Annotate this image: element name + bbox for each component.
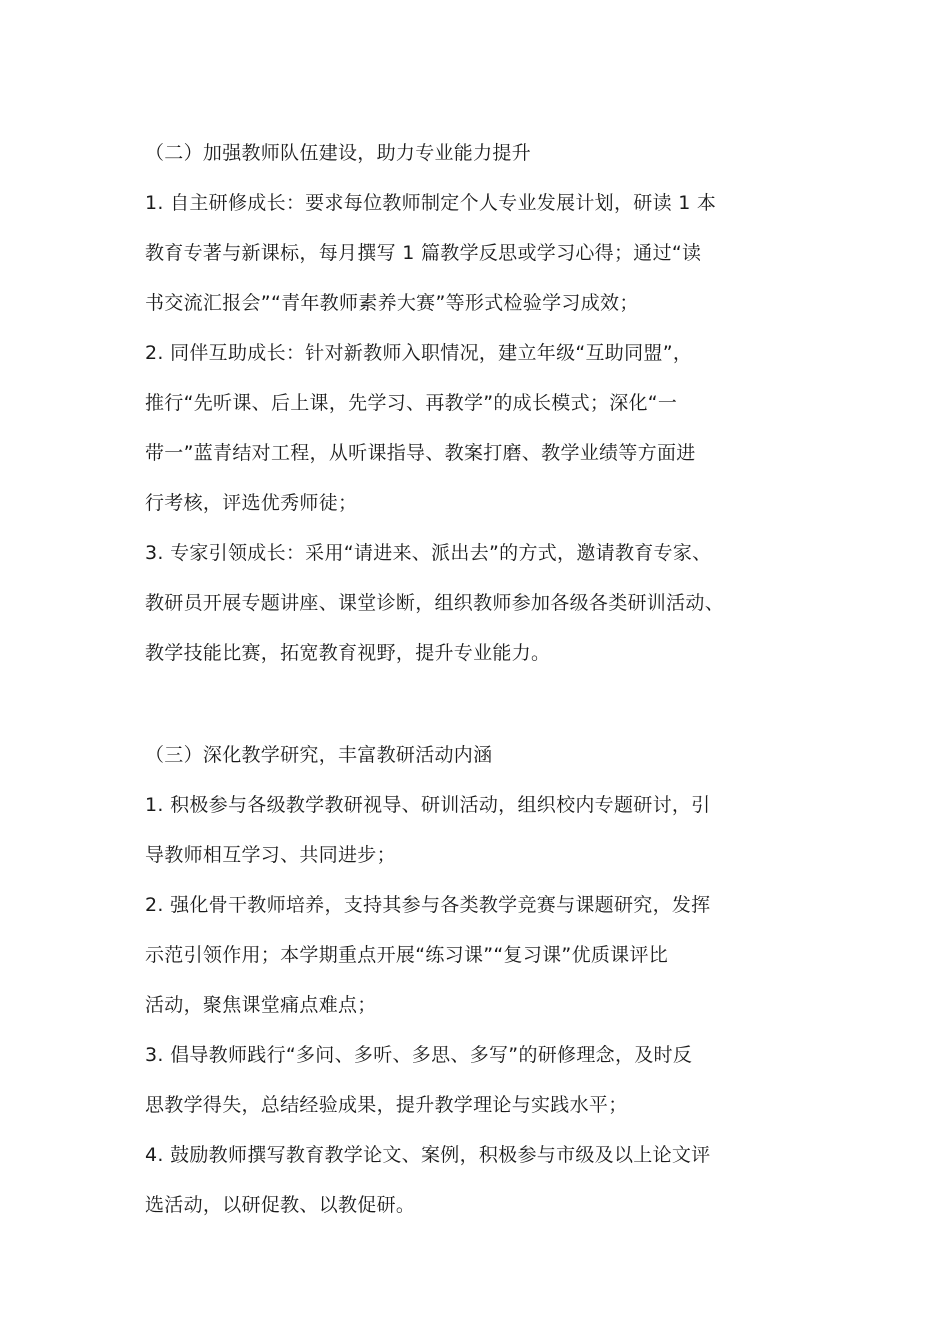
section-spacer xyxy=(145,678,835,730)
paragraph-line: 选活动，以研促教、以教促研。 xyxy=(145,1194,416,1216)
document-body xyxy=(145,128,835,1230)
section-teaching-research xyxy=(145,730,835,1230)
paragraph-line: 导教师相互学习、共同进步； xyxy=(145,844,396,866)
paragraph-line: 教学技能比赛，拓宽教育视野，提升专业能力。 xyxy=(145,642,551,664)
paragraph-line: 推行“先听课、后上课，先学习、再教学”的成长模式；深化“一 xyxy=(145,392,678,414)
paragraph-line: 2. 强化骨干教师培养，支持其参与各类教学竞赛与课题研究，发挥 xyxy=(145,894,711,916)
paragraph-line: 示范引领作用；本学期重点开展“练习课”“复习课”优质课评比 xyxy=(145,944,669,966)
section-heading: （三）深化教学研究，丰富教研活动内涵 xyxy=(145,744,493,766)
section-teacher-team xyxy=(145,128,835,678)
paragraph-line: 带一”蓝青结对工程，从听课指导、教案打磨、教学业绩等方面进 xyxy=(145,442,696,464)
paragraph-line: 4. 鼓励教师撰写教育教学论文、案例，积极参与市级及以上论文评 xyxy=(145,1144,711,1166)
paragraph-line: 活动，聚焦课堂痛点难点； xyxy=(145,994,377,1016)
paragraph-line: 书交流汇报会”“青年教师素养大赛”等形式检验学习成效； xyxy=(145,292,639,314)
paragraph-line: 教研员开展专题讲座、课堂诊断，组织教师参加各级各类研训活动、 xyxy=(145,592,725,614)
paragraph-line: 行考核，评选优秀师徒； xyxy=(145,492,358,514)
paragraph-line: 2. 同伴互助成长：针对新教师入职情况，建立年级“互助同盟”， xyxy=(145,342,693,364)
paragraph-line: 教育专著与新课标，每月撰写 1 篇教学反思或学习心得；通过“读 xyxy=(145,242,702,264)
section-heading: （二）加强教师队伍建设，助力专业能力提升 xyxy=(145,142,532,164)
paragraph-line: 1. 自主研修成长：要求每位教师制定个人专业发展计划，研读 1 本 xyxy=(145,192,717,214)
paragraph-line: 3. 专家引领成长：采用“请进来、派出去”的方式，邀请教育专家、 xyxy=(145,542,712,564)
paragraph-line: 思教学得失，总结经验成果，提升教学理论与实践水平； xyxy=(145,1094,628,1116)
paragraph-line: 3. 倡导教师践行“多问、多听、多思、多写”的研修理念，及时反 xyxy=(145,1044,693,1066)
paragraph-line: 1. 积极参与各级教学教研视导、研训活动，组织校内专题研讨，引 xyxy=(145,794,711,816)
